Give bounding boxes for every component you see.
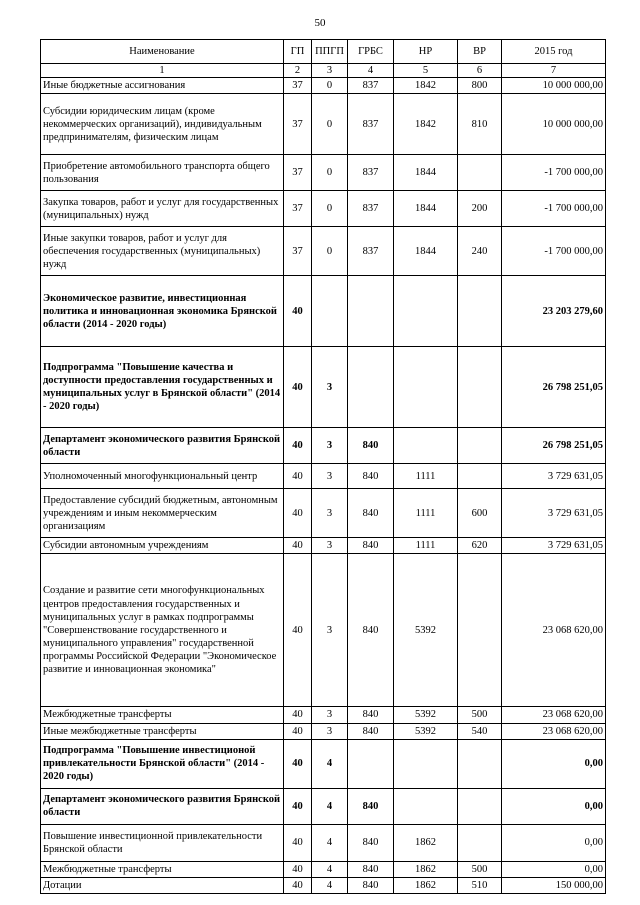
row-name: Экономическое развитие, инвестиционная политика и инновационная экономика Брянской области (2014 - 2020 годы) [41, 276, 284, 347]
column-index: 2 [284, 64, 312, 78]
row-vr [458, 824, 502, 861]
row-name: Подпрограмма "Повышение инвестиционой привлекательности Брянской области" (2014 - 2020 годы) [41, 739, 284, 788]
row-sum-2015: 23 068 620,00 [502, 707, 606, 723]
row-gp: 40 [284, 347, 312, 428]
row-gp: 37 [284, 155, 312, 191]
row-name: Предоставление субсидий бюджетным, автономным учреждениям и иным некоммерческим организациям [41, 489, 284, 538]
row-grbs: 840 [348, 861, 394, 877]
table-row [41, 554, 606, 707]
row-name: Департамент экономического развития Брянской области [41, 788, 284, 824]
page-number: 50 [314, 17, 326, 29]
row-grbs: 840 [348, 489, 394, 538]
row-nr: 1111 [394, 538, 458, 554]
row-nr [394, 276, 458, 347]
row-name: Иные межбюджетные трансферты [41, 723, 284, 739]
row-ppgp: 0 [312, 94, 348, 155]
table-row [41, 739, 606, 788]
row-gp: 37 [284, 94, 312, 155]
row-gp: 40 [284, 877, 312, 893]
table-row [41, 707, 606, 723]
row-grbs: 840 [348, 538, 394, 554]
row-ppgp: 4 [312, 877, 348, 893]
column-index: 3 [312, 64, 348, 78]
row-sum-2015: -1 700 000,00 [502, 155, 606, 191]
row-gp: 40 [284, 739, 312, 788]
table-row [41, 877, 606, 893]
row-ppgp: 0 [312, 78, 348, 94]
column-index-row [41, 64, 606, 78]
row-ppgp: 3 [312, 428, 348, 464]
row-vr: 500 [458, 861, 502, 877]
row-nr: 1844 [394, 227, 458, 276]
column-index: 7 [502, 64, 606, 78]
row-nr: 1862 [394, 824, 458, 861]
row-vr [458, 739, 502, 788]
row-grbs: 840 [348, 824, 394, 861]
row-sum-2015: -1 700 000,00 [502, 191, 606, 227]
header-sum-2015: 2015 год [502, 40, 606, 64]
row-nr: 1862 [394, 877, 458, 893]
row-ppgp: 3 [312, 707, 348, 723]
row-sum-2015: 10 000 000,00 [502, 78, 606, 94]
row-sum-2015: 26 798 251,05 [502, 428, 606, 464]
row-ppgp: 4 [312, 739, 348, 788]
row-ppgp: 3 [312, 347, 348, 428]
table-row [41, 464, 606, 489]
row-gp: 40 [284, 554, 312, 707]
row-ppgp: 0 [312, 191, 348, 227]
row-name: Закупка товаров, работ и услуг для государственных (муниципальных) нужд [41, 191, 284, 227]
row-grbs: 840 [348, 788, 394, 824]
row-sum-2015: -1 700 000,00 [502, 227, 606, 276]
row-grbs: 837 [348, 191, 394, 227]
header-grbs: ГРБС [348, 40, 394, 64]
row-name: Межбюджетные трансферты [41, 861, 284, 877]
row-sum-2015: 23 203 279,60 [502, 276, 606, 347]
row-nr: 1842 [394, 94, 458, 155]
row-grbs [348, 347, 394, 428]
row-gp: 40 [284, 723, 312, 739]
table-header-row [41, 40, 606, 64]
table-row [41, 347, 606, 428]
row-sum-2015: 150 000,00 [502, 877, 606, 893]
row-nr: 1844 [394, 191, 458, 227]
row-vr [458, 788, 502, 824]
row-gp: 40 [284, 538, 312, 554]
row-ppgp: 4 [312, 824, 348, 861]
row-sum-2015: 0,00 [502, 861, 606, 877]
row-nr: 5392 [394, 707, 458, 723]
row-sum-2015: 10 000 000,00 [502, 94, 606, 155]
row-name: Иные закупки товаров, работ и услуг для обеспечения государственных (муниципальных) нужд [41, 227, 284, 276]
row-sum-2015: 3 729 631,05 [502, 464, 606, 489]
row-nr [394, 428, 458, 464]
column-index: 5 [394, 64, 458, 78]
row-gp: 40 [284, 824, 312, 861]
row-grbs: 840 [348, 428, 394, 464]
row-sum-2015: 0,00 [502, 824, 606, 861]
row-ppgp: 3 [312, 554, 348, 707]
row-grbs: 840 [348, 554, 394, 707]
row-nr: 1111 [394, 464, 458, 489]
row-vr: 620 [458, 538, 502, 554]
column-index: 1 [41, 64, 284, 78]
row-grbs: 837 [348, 227, 394, 276]
column-index: 6 [458, 64, 502, 78]
row-gp: 40 [284, 276, 312, 347]
row-name: Уполномоченный многофункциональный центр [41, 464, 284, 489]
row-ppgp: 0 [312, 227, 348, 276]
table-row [41, 861, 606, 877]
table-row [41, 155, 606, 191]
row-gp: 40 [284, 428, 312, 464]
row-grbs: 840 [348, 464, 394, 489]
table-row [41, 489, 606, 538]
row-gp: 37 [284, 227, 312, 276]
row-sum-2015: 0,00 [502, 788, 606, 824]
row-name: Повышение инвестиционной привлекательности Брянской области [41, 824, 284, 861]
row-ppgp: 4 [312, 861, 348, 877]
row-vr: 200 [458, 191, 502, 227]
row-vr: 600 [458, 489, 502, 538]
row-gp: 37 [284, 191, 312, 227]
header-name: Наименование [41, 40, 284, 64]
row-ppgp: 0 [312, 155, 348, 191]
row-sum-2015: 0,00 [502, 739, 606, 788]
row-grbs [348, 739, 394, 788]
row-name: Межбюджетные трансферты [41, 707, 284, 723]
row-vr [458, 276, 502, 347]
row-gp: 40 [284, 489, 312, 538]
header-ppgp: ППГП [312, 40, 348, 64]
row-gp: 40 [284, 861, 312, 877]
header-gp: ГП [284, 40, 312, 64]
table-row [41, 824, 606, 861]
row-vr: 240 [458, 227, 502, 276]
row-ppgp: 3 [312, 723, 348, 739]
row-nr [394, 739, 458, 788]
row-vr [458, 428, 502, 464]
row-gp: 40 [284, 707, 312, 723]
row-nr: 5392 [394, 554, 458, 707]
row-grbs: 840 [348, 877, 394, 893]
row-name: Дотации [41, 877, 284, 893]
row-nr [394, 347, 458, 428]
row-gp: 40 [284, 464, 312, 489]
row-name: Приобретение автомобильного транспорта общего пользования [41, 155, 284, 191]
row-vr: 810 [458, 94, 502, 155]
table-row [41, 78, 606, 94]
row-ppgp: 3 [312, 489, 348, 538]
table-row [41, 538, 606, 554]
table-row [41, 94, 606, 155]
row-gp: 40 [284, 788, 312, 824]
row-vr: 800 [458, 78, 502, 94]
row-vr: 500 [458, 707, 502, 723]
row-vr [458, 464, 502, 489]
row-sum-2015: 3 729 631,05 [502, 489, 606, 538]
row-name: Департамент экономического развития Брянской области [41, 428, 284, 464]
table-row [41, 723, 606, 739]
row-nr: 5392 [394, 723, 458, 739]
row-nr: 1842 [394, 78, 458, 94]
row-grbs: 837 [348, 94, 394, 155]
row-nr: 1844 [394, 155, 458, 191]
row-grbs: 840 [348, 707, 394, 723]
row-name: Субсидии юридическим лицам (кроме некоммерческих организаций), индивидуальным предпринимателям, физическим лицам [41, 94, 284, 155]
row-vr [458, 554, 502, 707]
header-nr: НР [394, 40, 458, 64]
row-vr [458, 347, 502, 428]
row-ppgp: 3 [312, 538, 348, 554]
row-sum-2015: 26 798 251,05 [502, 347, 606, 428]
row-sum-2015: 3 729 631,05 [502, 538, 606, 554]
row-vr: 540 [458, 723, 502, 739]
row-sum-2015: 23 068 620,00 [502, 723, 606, 739]
row-grbs: 840 [348, 723, 394, 739]
budget-table [40, 39, 606, 894]
row-name: Создание и развитие сети многофункциональных центров предоставления государственных и муниципальных услуг в рамках подпрограммы "Совершенствование государственного и муниципального управления" государственной программы Российской Федерации "Экономическое развитие и инновационная экономика" [41, 554, 284, 707]
row-nr: 1862 [394, 861, 458, 877]
row-name: Иные бюджетные ассигнования [41, 78, 284, 94]
row-sum-2015: 23 068 620,00 [502, 554, 606, 707]
table-row [41, 276, 606, 347]
row-grbs [348, 276, 394, 347]
table-row [41, 227, 606, 276]
row-ppgp [312, 276, 348, 347]
header-vr: ВР [458, 40, 502, 64]
row-ppgp: 4 [312, 788, 348, 824]
table-row [41, 428, 606, 464]
row-nr: 1111 [394, 489, 458, 538]
row-vr [458, 155, 502, 191]
row-grbs: 837 [348, 155, 394, 191]
table-row [41, 788, 606, 824]
row-nr [394, 788, 458, 824]
row-vr: 510 [458, 877, 502, 893]
row-grbs: 837 [348, 78, 394, 94]
row-ppgp: 3 [312, 464, 348, 489]
table-row [41, 191, 606, 227]
row-name: Субсидии автономным учреждениям [41, 538, 284, 554]
row-gp: 37 [284, 78, 312, 94]
row-name: Подпрограмма "Повышение качества и доступности предоставления государственных и муниципальных услуг в Брянской области" (2014 - 2020 годы) [41, 347, 284, 428]
column-index: 4 [348, 64, 394, 78]
